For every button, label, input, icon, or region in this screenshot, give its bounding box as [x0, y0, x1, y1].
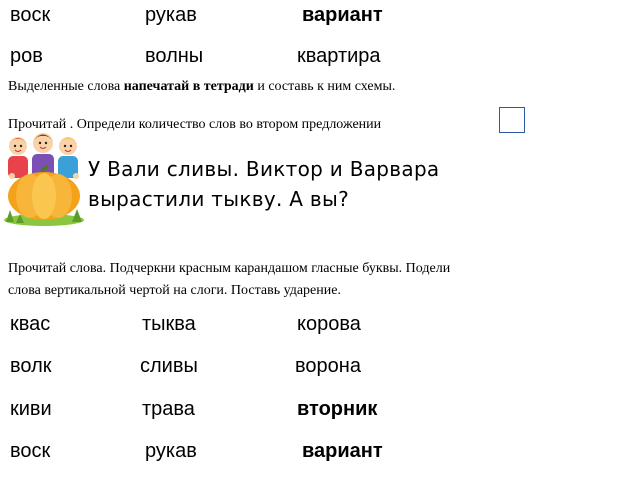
- word-trava: трава: [142, 398, 195, 420]
- word-vosk-top: воск: [10, 4, 51, 26]
- word-kivi: киви: [10, 398, 52, 420]
- word-rukav-bottom: рукав: [145, 440, 197, 462]
- instruction-vowels-line-1: Прочитай слова. Подчеркни красным карандашом гласные буквы. Подели: [8, 261, 451, 276]
- children-pumpkin-clipart-icon: [2, 126, 86, 226]
- word-volny: волны: [145, 45, 204, 67]
- sentence-line-2: вырастили тыкву. А вы?: [88, 187, 350, 211]
- word-tykva: тыква: [142, 313, 196, 335]
- instruction-schemes-bold: напечатай в тетради: [123, 79, 254, 94]
- instruction-vowels-line-2: слова вертикальной чертой на слоги. Поставь ударение.: [8, 283, 341, 298]
- word-kvas: квас: [10, 313, 51, 335]
- word-rukav-top: рукав: [145, 4, 197, 26]
- word-variant-bottom: вариант: [302, 440, 383, 462]
- word-vorona: ворона: [295, 355, 361, 377]
- instruction-schemes: [8, 78, 395, 96]
- instruction-count-words: Прочитай . Определи количество слов во втором предложении: [8, 117, 382, 132]
- word-kvartira: квартира: [297, 45, 381, 67]
- instruction-schemes-start: Выделенные слова: [8, 79, 124, 94]
- word-volk: волк: [10, 355, 52, 377]
- answer-box[interactable]: [499, 107, 525, 133]
- word-rov: ров: [10, 45, 43, 67]
- word-variant-top: вариант: [302, 4, 383, 26]
- word-vtornik: вторник: [297, 398, 378, 420]
- word-slivy: сливы: [140, 355, 198, 377]
- instruction-schemes-end: и составь к ним схемы.: [253, 79, 396, 94]
- word-vosk-bottom: воск: [10, 440, 51, 462]
- word-korova: корова: [297, 313, 361, 335]
- sentence-line-1: У Вали сливы. Виктор и Варвара: [88, 157, 440, 181]
